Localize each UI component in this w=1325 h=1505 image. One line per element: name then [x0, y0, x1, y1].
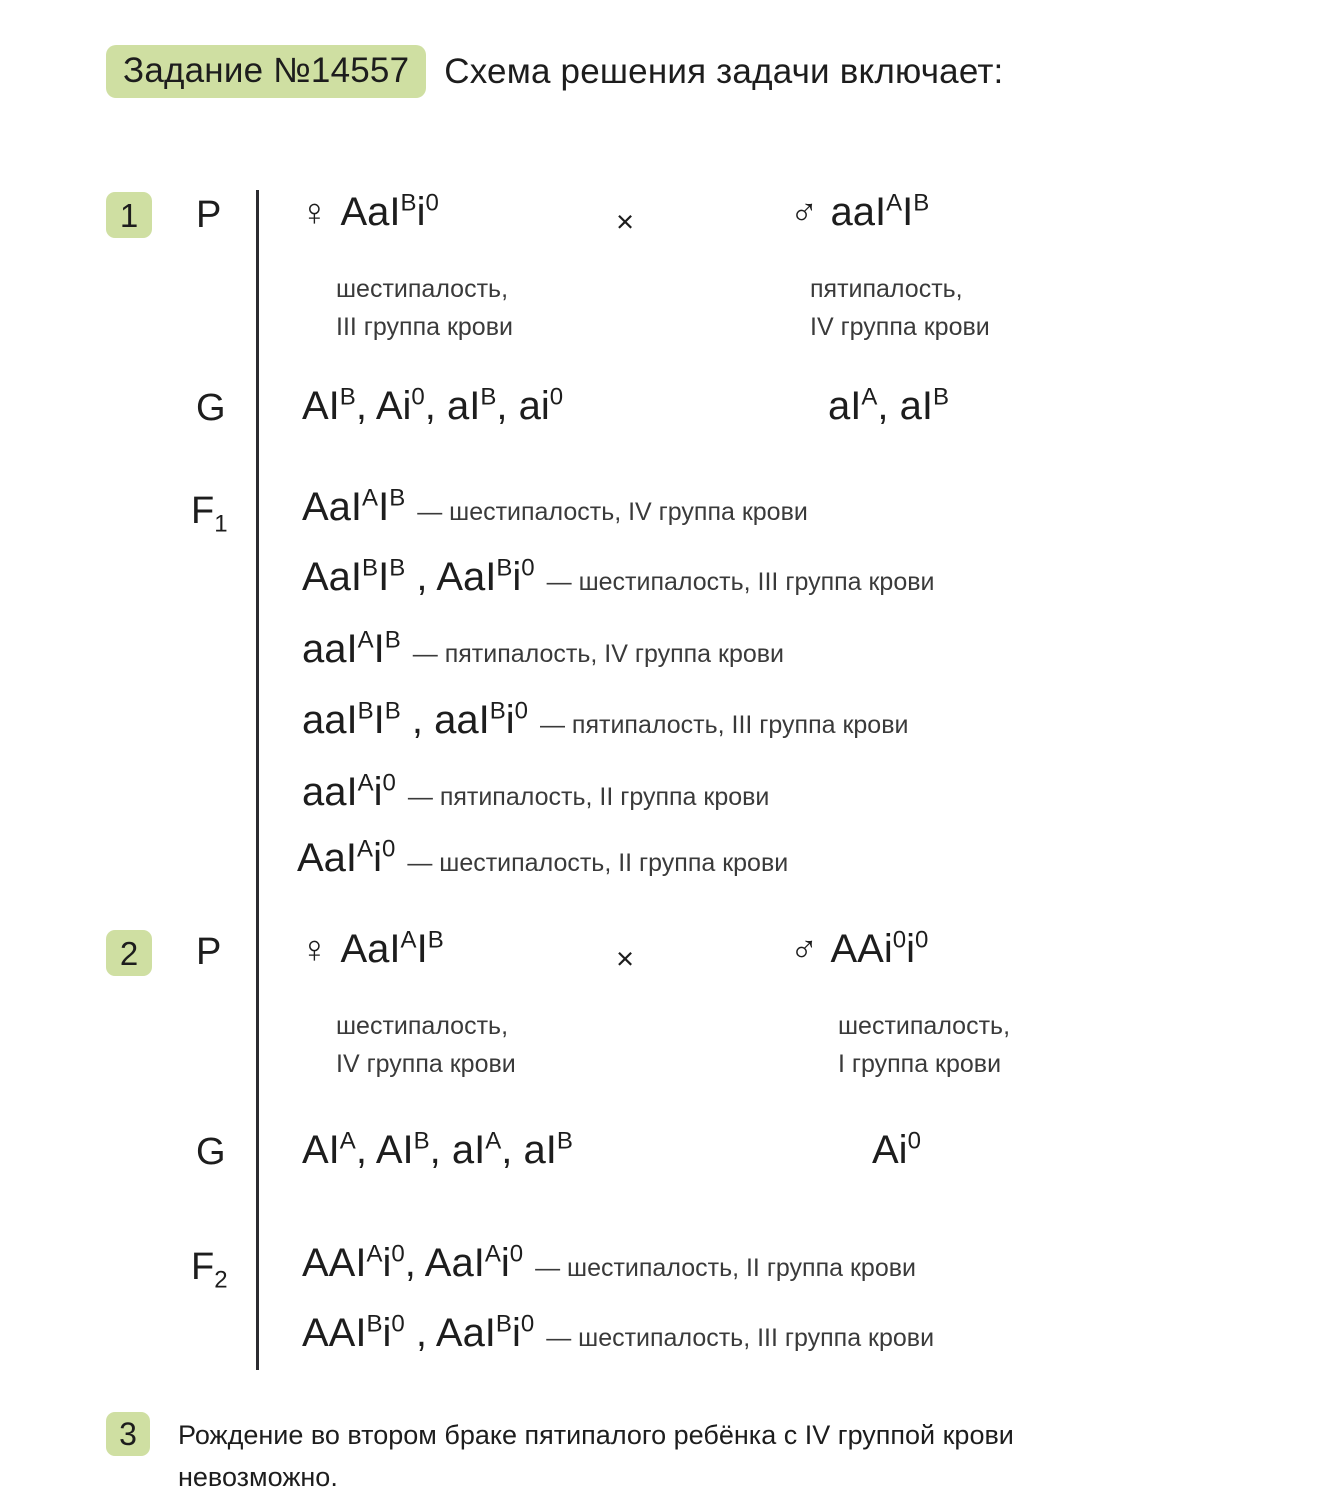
gametes-father-1: $aI^A$, $aI^B$ [828, 383, 949, 428]
mother-genotype-text-2: $AaI^AI^B$ [340, 926, 444, 971]
f1-subscript: 1 [214, 510, 228, 538]
generation-label-g1: G [196, 387, 226, 429]
offspring-row-1-4 [302, 697, 909, 742]
father-phenotype-line1-1: пятипалость, [810, 275, 963, 303]
offspring-description: — пятипалость, IV группа крови [412, 640, 785, 668]
f1-letter: F [191, 490, 215, 532]
female-icon: ♀ [300, 192, 329, 234]
generation-label-p1: P [196, 194, 222, 236]
conclusion-section [106, 1412, 1048, 1499]
conclusion-text: Рождение во втором браке пятипалого ребёнка с IV группой крови невозможно. [178, 1420, 1014, 1492]
offspring-description: — шестипалость, III группа крови [546, 568, 935, 596]
gametes-father-2: Ai$^0$ [872, 1127, 921, 1172]
offspring-genotype: $aaI^BI^B$ , $aaI^Bi^0$ [302, 697, 528, 742]
gametes-mother-1: $AI^B$, Ai$^0$, $aI^B$, $ai^0$ [302, 383, 564, 428]
father-phenotype-line2-2: I группа крови [838, 1049, 1002, 1078]
offspring-genotype: $AaI^Ai^0$ [297, 835, 396, 880]
step-number-badge-3: 3 [106, 1412, 150, 1456]
male-icon: ♂ [790, 192, 819, 234]
father-genotype-text-2: $AAi^0i^0$ [830, 926, 929, 971]
offspring-row-1-1 [302, 484, 808, 529]
f2-letter: F [191, 1246, 215, 1288]
step-number-badge-1: 1 [106, 192, 152, 238]
mother-genotype-1 [300, 189, 439, 234]
father-genotype-1 [790, 189, 930, 234]
cross-icon-2: × [616, 941, 635, 976]
offspring-description: — шестипалость, II группа крови [535, 1254, 916, 1282]
mother-phenotype-line1-2: шестипалость, [336, 1012, 509, 1040]
offspring-description: — пятипалость, II группа крови [407, 783, 770, 811]
offspring-description: — пятипалость, III группа крови [539, 711, 909, 739]
offspring-genotype: $aaI^AI^B$ [302, 626, 401, 671]
father-phenotype-line2-1: IV группа крови [810, 312, 990, 341]
female-icon: ♀ [300, 929, 329, 971]
mother-genotype-text-1: $AaI^Bi^0$ [340, 189, 439, 234]
father-phenotype-2 [838, 1008, 1010, 1083]
offspring-row-1-3 [302, 626, 785, 671]
offspring-row-2-2 [302, 1310, 935, 1355]
offspring-description: — шестипалость, III группа крови [546, 1324, 935, 1352]
offspring-description: — шестипалость, II группа крови [407, 849, 789, 877]
offspring-description: — шестипалость, IV группа крови [417, 498, 808, 526]
father-phenotype-1 [810, 271, 990, 346]
step-number-badge-2: 2 [106, 930, 152, 976]
offspring-genotype: $AAI^Ai^0$, $AaI^Ai^0$ [302, 1240, 524, 1285]
generation-label-f2 [191, 1246, 228, 1294]
offspring-row-1-2 [302, 554, 935, 599]
offspring-genotype: $AaI^BI^B$ , $AaI^Bi^0$ [302, 554, 535, 599]
f2-subscript: 2 [214, 1266, 228, 1294]
mother-phenotype-line2-1: III группа крови [336, 312, 513, 341]
page-title: Схема решения задачи включает: [444, 51, 1004, 91]
father-phenotype-line1-2: шестипалость, [838, 1012, 1011, 1040]
offspring-genotype: $AaI^AI^B$ [302, 484, 406, 529]
mother-phenotype-2 [336, 1008, 516, 1083]
mother-genotype-2 [300, 926, 444, 971]
offspring-row-1-5 [302, 769, 770, 814]
mother-phenotype-1 [336, 271, 513, 346]
father-genotype-text-1: $aaI^AI^B$ [830, 189, 930, 234]
male-icon: ♂ [790, 929, 819, 971]
vertical-divider [256, 190, 259, 1370]
offspring-row-1-6 [297, 835, 789, 880]
task-number-badge: Задание №14557 [106, 45, 426, 98]
generation-label-g2: G [196, 1131, 226, 1173]
offspring-genotype: $aaI^Ai^0$ [302, 769, 396, 814]
offspring-row-2-1 [302, 1240, 916, 1285]
generation-label-f1 [191, 490, 228, 538]
offspring-genotype: $AAI^Bi^0$ , $AaI^Bi^0$ [302, 1310, 535, 1355]
father-genotype-2 [790, 926, 929, 971]
generation-label-p2: P [196, 931, 222, 973]
mother-phenotype-line1-1: шестипалость, [336, 275, 509, 303]
gametes-mother-2: $AI^A$, $AI^B$, $aI^A$, $aI^B$ [302, 1127, 573, 1172]
mother-phenotype-line2-2: IV группа крови [336, 1049, 516, 1078]
cross-icon-1: × [616, 204, 635, 239]
